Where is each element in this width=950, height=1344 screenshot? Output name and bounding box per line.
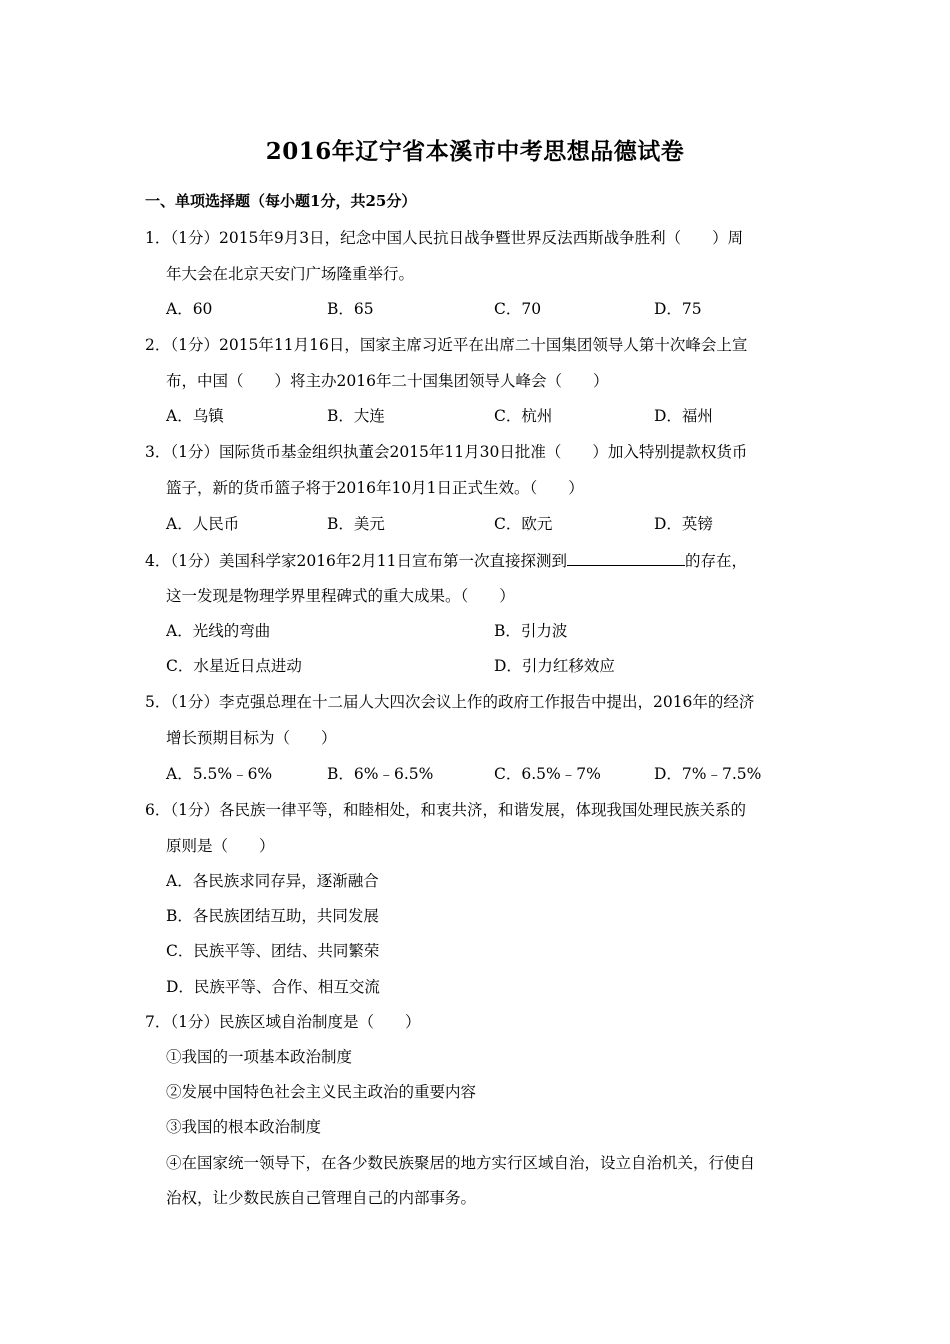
question-3-option-b: B．美元: [327, 515, 385, 533]
answer-blank: [567, 550, 685, 566]
question-5-option-a: A．5.5%﹣6%: [166, 765, 273, 783]
question-7-item-4-cont: 治权，让少数民族自己管理自己的内部事务。: [166, 1189, 477, 1207]
question-4-line-2: 这一发现是物理学界里程碑式的重大成果。（ ）: [166, 587, 515, 605]
question-2-option-d: D．福州: [654, 407, 713, 425]
question-1-line-1: 1．（1分）2015年9月3日，纪念中国人民抗日战争暨世界反法西斯战争胜利（ ）周: [145, 229, 744, 247]
question-1-option-c: C．70: [494, 300, 542, 318]
section-heading: 一、单项选择题（每小题1分，共25分）: [145, 192, 417, 210]
question-4-option-d: D．引力红移效应: [494, 657, 615, 675]
question-2-line-1: 2．（1分）2015年11月16日，国家主席习近平在出席二十国集团领导人第十次峰会上宣: [145, 336, 748, 354]
question-5-option-d: D．7%﹣7.5%: [654, 765, 762, 783]
question-3-option-d: D．英镑: [654, 515, 713, 533]
question-6-option-c: C．民族平等、团结、共同繁荣: [166, 942, 380, 960]
question-1-option-d: D．75: [654, 300, 702, 318]
question-3-option-c: C．欧元: [494, 515, 553, 533]
question-6-option-a: A．各民族求同存异，逐渐融合: [166, 872, 379, 890]
question-2-option-c: C．杭州: [494, 407, 553, 425]
page-title: 2016年辽宁省本溪市中考思想品德试卷: [265, 138, 685, 165]
question-7-line-1: 7．（1分）民族区域自治制度是（ ）: [145, 1013, 421, 1031]
question-4-option-c: C．水星近日点进动: [166, 657, 302, 675]
question-4-option-b: B．引力波: [494, 622, 568, 640]
question-5-line-1: 5．（1分）李克强总理在十二届人大四次会议上作的政府工作报告中提出，2016年的经济: [145, 693, 755, 711]
question-2-option-a: A．乌镇: [166, 407, 224, 425]
question-2-option-b: B．大连: [327, 407, 385, 425]
question-7-item-1: ①我国的一项基本政治制度: [166, 1048, 353, 1066]
question-4-option-a: A．光线的弯曲: [166, 622, 271, 640]
question-3-line-2: 篮子，新的货币篮子将于2016年10月1日正式生效。（ ）: [166, 479, 584, 497]
question-5-line-2: 增长预期目标为（ ）: [166, 729, 337, 747]
question-5-option-b: B．6%﹣6.5%: [327, 765, 434, 783]
question-5-option-c: C．6.5%﹣7%: [494, 765, 601, 783]
question-1-option-a: A．60: [166, 300, 213, 318]
question-7-item-2: ②发展中国特色社会主义民主政治的重要内容: [166, 1083, 477, 1101]
question-6-line-1: 6．（1分）各民族一律平等，和睦相处，和衷共济，和谐发展，体现我国处理民族关系的: [145, 801, 746, 819]
question-4-line-1-start: 4．（1分）美国科学家2016年2月11日宣布第一次直接探测到: [145, 552, 568, 570]
question-4-line-1: [145, 550, 747, 571]
question-1-line-2: 年大会在北京天安门广场隆重举行。: [166, 265, 415, 283]
question-3-line-1: 3．（1分）国际货币基金组织执董会2015年11月30日批准（ ）加入特别提款权货币: [145, 443, 748, 461]
question-6-option-d: D．民族平等、合作、相互交流: [166, 978, 380, 996]
question-3-option-a: A．人民币: [166, 515, 240, 533]
question-6-option-b: B．各民族团结互助，共同发展: [166, 907, 379, 925]
question-7-item-4: ④在国家统一领导下，在各少数民族聚居的地方实行区域自治，设立自治机关，行使自: [166, 1154, 756, 1172]
question-1-option-b: B．65: [327, 300, 374, 318]
question-4-line-1-end: 的存在，: [685, 552, 748, 570]
question-7-item-3: ③我国的根本政治制度: [166, 1118, 322, 1136]
question-6-line-2: 原则是（ ）: [166, 837, 275, 855]
question-2-line-2: 布，中国（ ）将主办2016年二十国集团领导人峰会（ ）: [166, 372, 609, 390]
